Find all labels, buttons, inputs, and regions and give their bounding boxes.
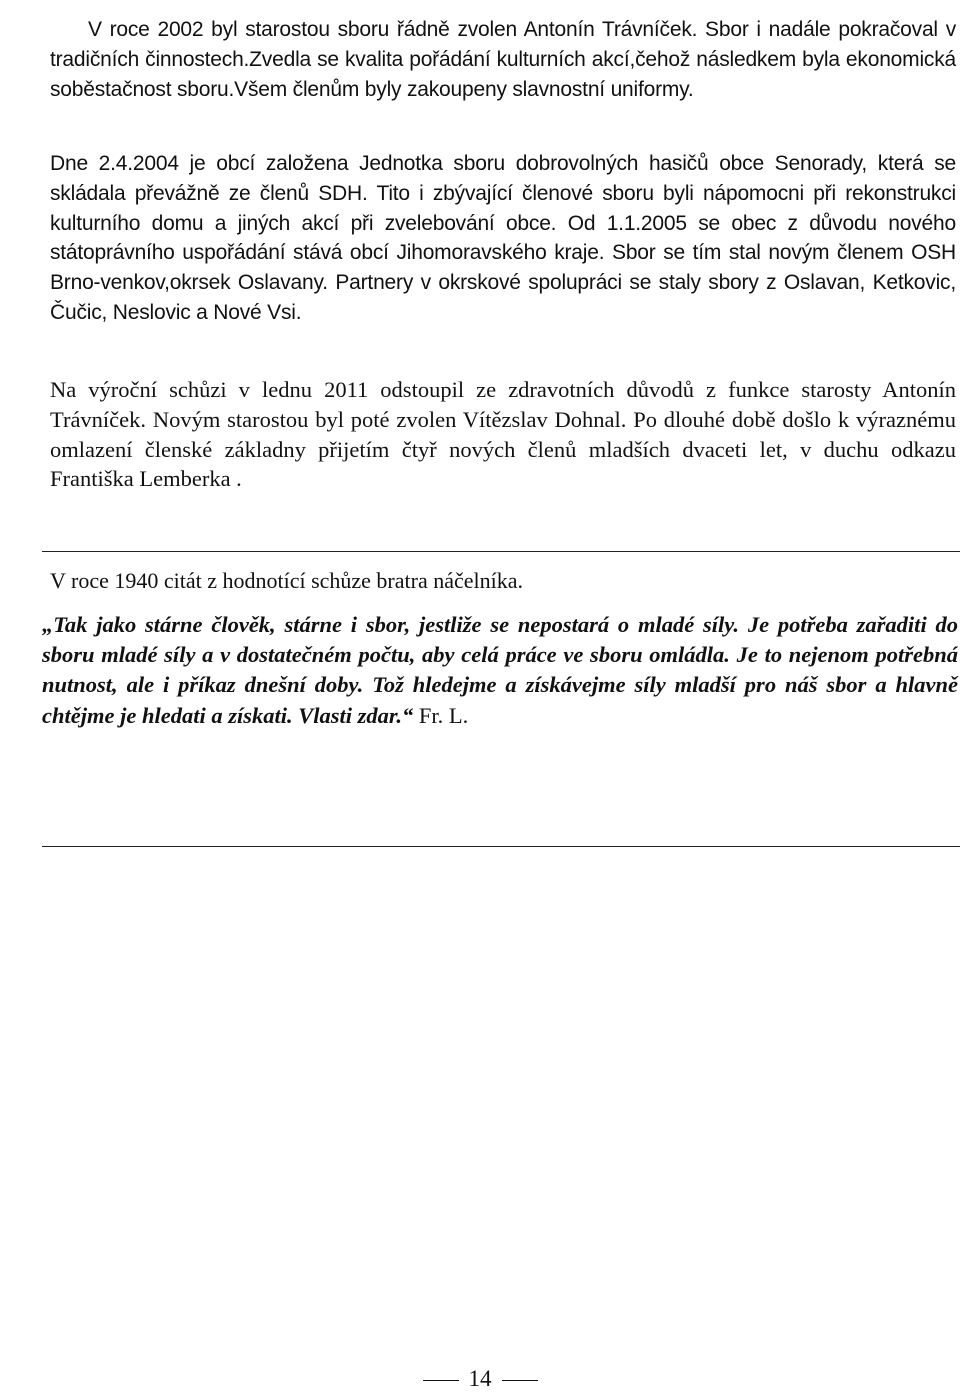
quote-text: „Tak jako stárne člověk, stárne i sbor, jestliže se nepostará o mladé síly. Je potřeba zařaditi do sboru mladé síly a v dostatečném počtu, aby celá práce ve sboru omládla. Je to nejenom potřebná nutnost, ale i příkaz dnešní doby. Tož hledejme a získávejme síly mladší pro náš sbor a hlavně chtějme je hledati a získati. Vlasti zdar.“ [42, 612, 958, 728]
paragraph-2011-annual-meeting: Na výroční schůzi v lednu 2011 odstoupil ze zdravotních důvodů z funkce starosty Antonín Trávníček. Novým starostou byl poté zvolen Vítězslav Dohnal. Po dlouhé době došlo k výraznému omlazení členské základny přijetím čtyř nových členů mladších dvaceti let, v duchu odkazu Františka Lemberka . [50, 377, 956, 492]
page-number-dash-right [502, 1380, 538, 1381]
quote-intro: V roce 1940 citát z hodnotící schůze bratra náčelníka. [50, 568, 524, 593]
quote-block [42, 610, 958, 731]
page-number-dash-left [423, 1380, 459, 1381]
page-number-value: 14 [468, 1366, 492, 1391]
separator-line-bottom [42, 846, 960, 847]
quote-signature: Fr. L. [418, 702, 469, 728]
page-number [0, 1364, 960, 1394]
paragraph-2002-chairman: V roce 2002 byl starostou sboru řádně zvolen Antonín Trávníček. Sbor i nadále pokračoval v tradičních činnostech.Zvedla se kvalita pořádání kulturních akcí,čehož následkem byla ekonomická soběstačnost sboru.Všem členům byly zakoupeny slavnostní uniformy. [50, 18, 956, 101]
separator-line-top [42, 551, 960, 552]
paragraph-2004-unit-founded: Dne 2.4.2004 je obcí založena Jednotka sboru dobrovolných hasičů obce Senorady, která se skládala převážně ze členů SDH. Tito i zbývající členové sboru byli nápomocni při rekonstrukci kulturního domu a jiných akcí při zvelebování obce. Od 1.1.2005 se obec z důvodu nového státoprávního uspořádání stává obcí Jihomoravského kraje. Sbor se tím stal novým členem OSH Brno-venkov,okrsek Oslavany. Partnery v okrskové spolupráci se staly sbory z Oslavan, Ketkovic, Čučic, Neslovic a Nové Vsi. [50, 152, 956, 324]
